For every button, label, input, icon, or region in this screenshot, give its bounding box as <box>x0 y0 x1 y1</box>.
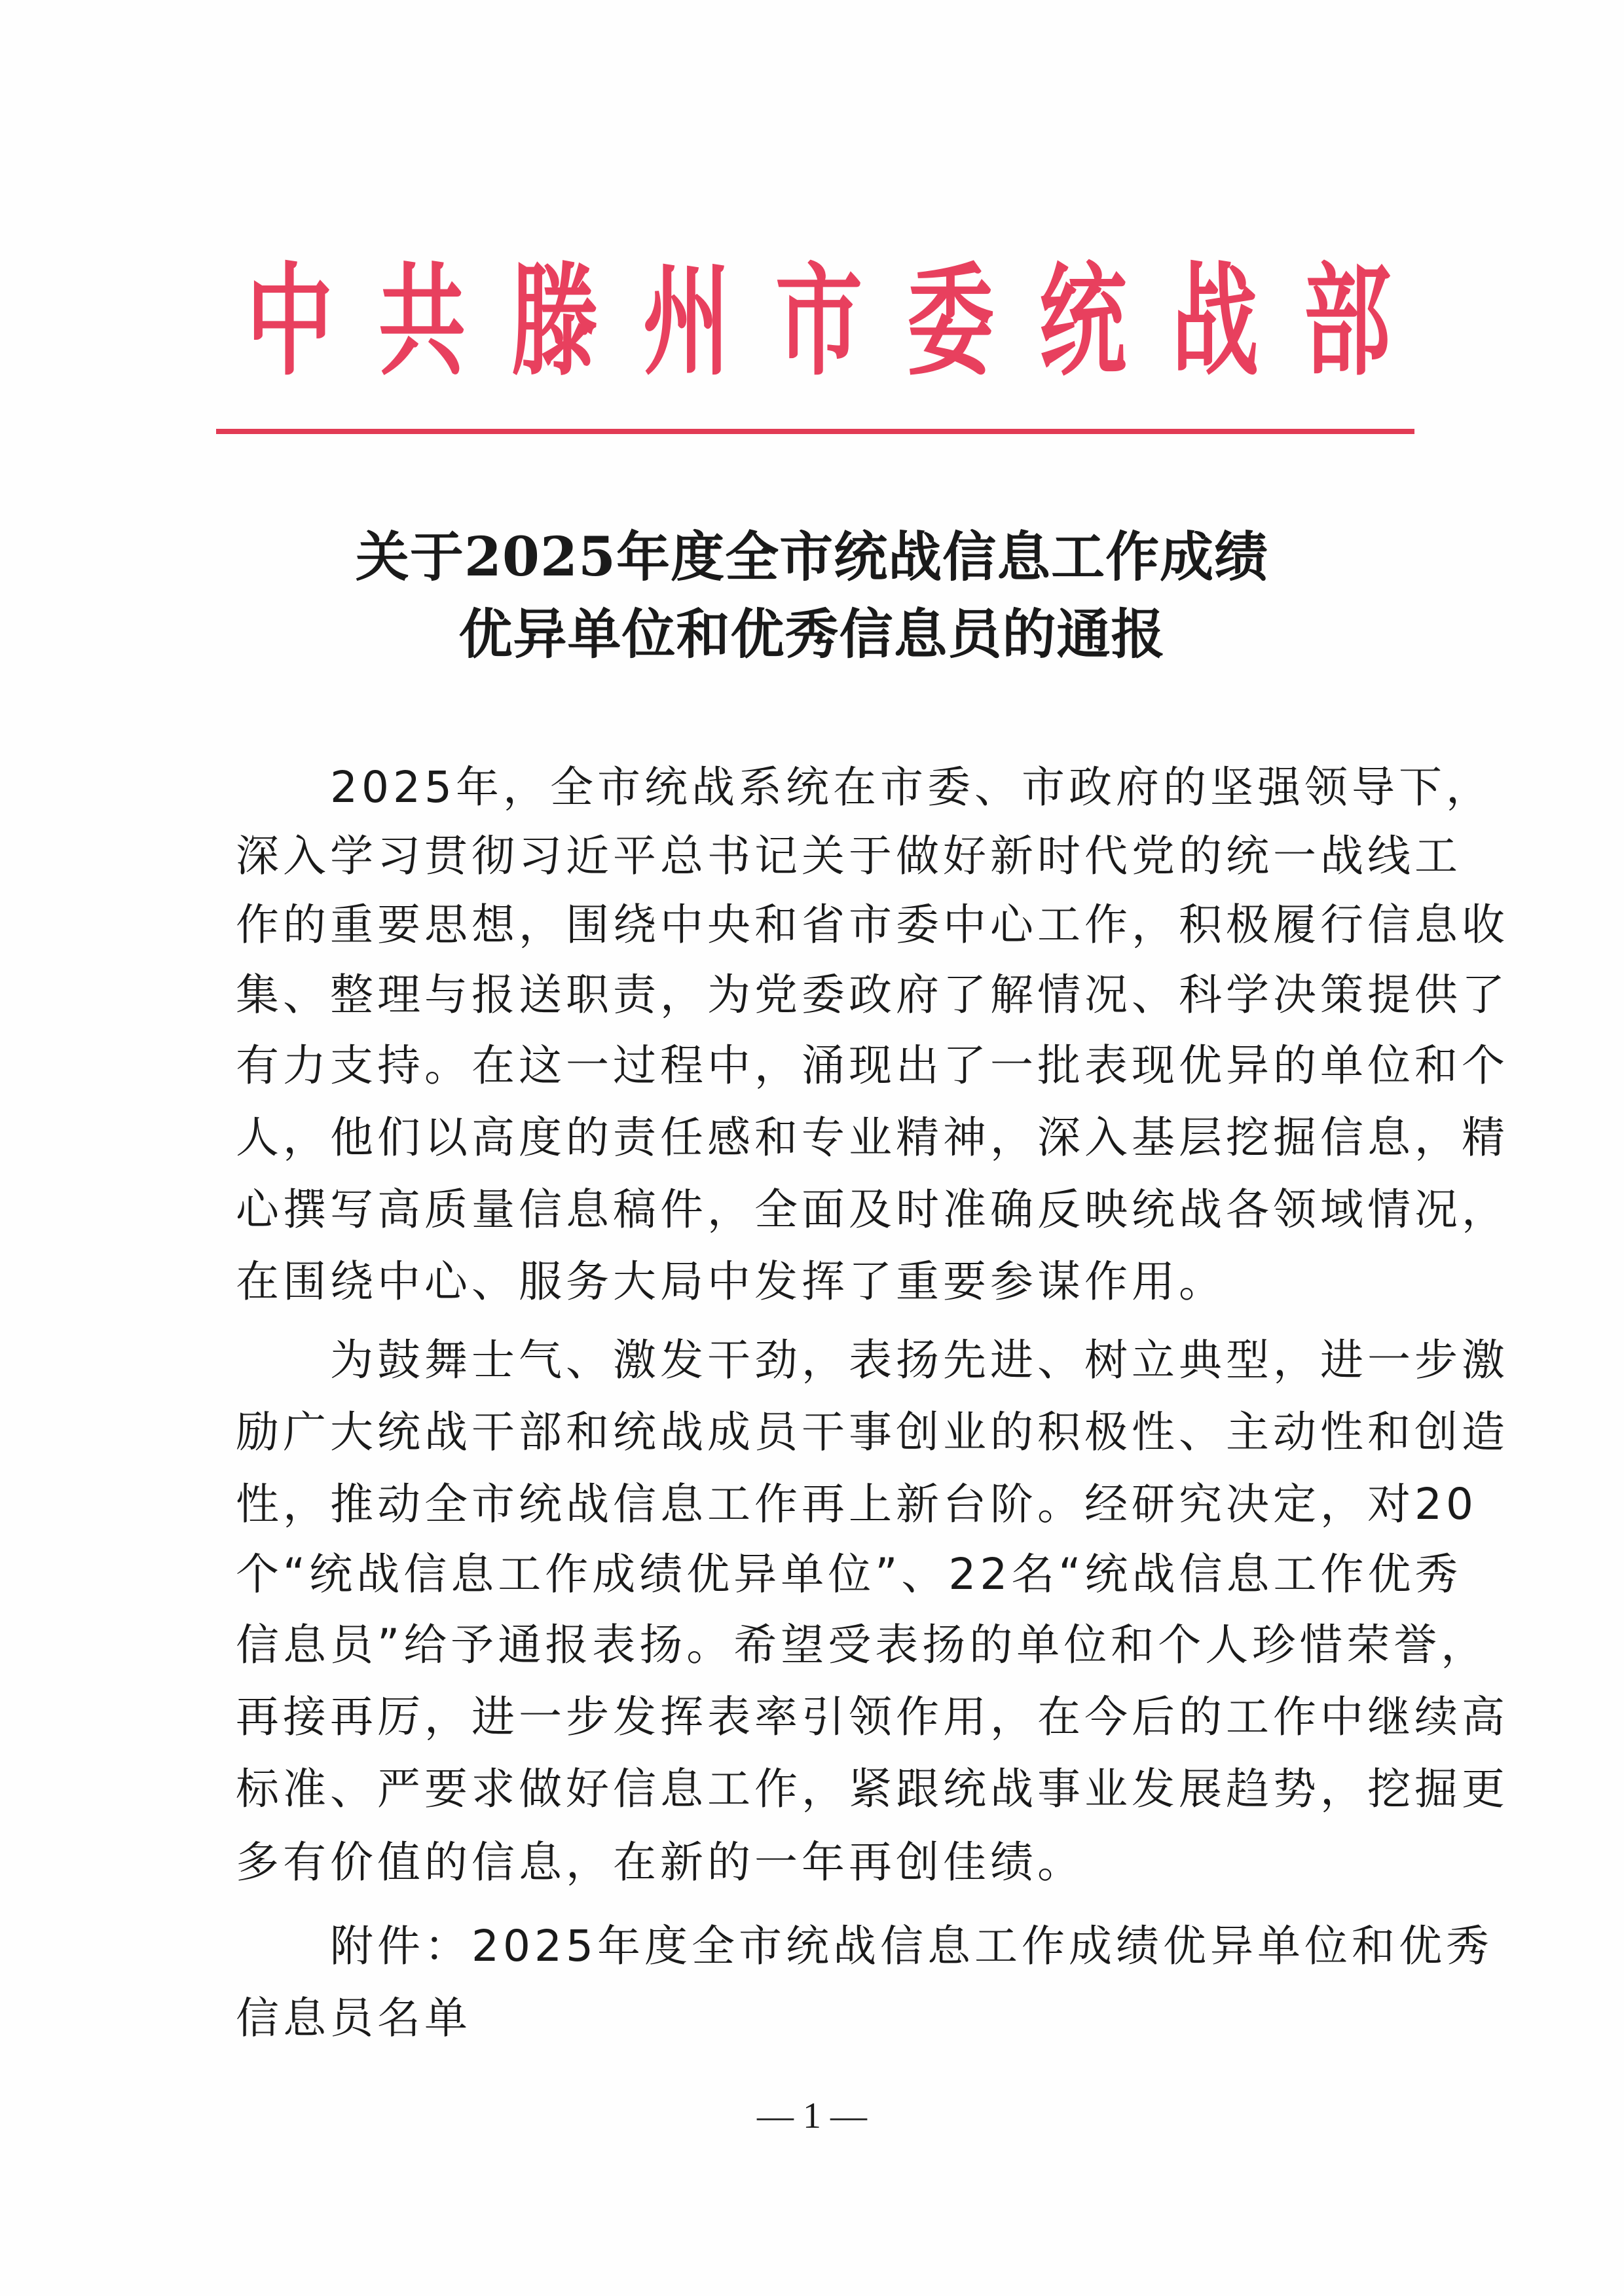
issuer-char: 中 <box>246 249 334 392</box>
body-line: 再接再厉，进一步发挥表率引领作用，在今后的工作中继续高 <box>236 1692 1509 1742</box>
body-line: 人，他们以高度的责任感和专业精神，深入基层挖掘信息，精 <box>236 1112 1509 1163</box>
body-line: 集、整理与报送职责，为党委政府了解情况、科学决策提供了 <box>236 970 1509 1020</box>
body-line: 多有价值的信息，在新的一年再创佳绩。 <box>236 1837 1084 1887</box>
issuer-char: 统 <box>1039 249 1127 392</box>
attachment-line: 附件：2025年度全市统战信息工作成绩优异单位和优秀 <box>236 1921 1493 1971</box>
issuer-masthead <box>229 249 1408 393</box>
body-line: 2025年，全市统战系统在市委、市政府的坚强领导下， <box>236 762 1493 812</box>
document-title-line-2: 优异单位和优秀信息员的通报 <box>458 603 1166 666</box>
body-line: 作的重要思想，围绕中央和省市委中心工作，积极履行信息收 <box>236 900 1509 950</box>
issuer-char: 滕 <box>510 249 598 392</box>
issuer-char: 战 <box>1172 249 1259 392</box>
body-line: 为鼓舞士气、激发干劲，表扬先进、树立典型，进一步激 <box>236 1335 1509 1385</box>
body-line: 信息员”给予通报表扬。希望受表扬的单位和个人珍惜荣誉， <box>236 1620 1488 1670</box>
body-line: 性，推动全市统战信息工作再上新台阶。经研究决定，对20 <box>236 1479 1477 1529</box>
issuer-char: 委 <box>907 249 995 392</box>
body-line: 心撰写高质量信息稿件，全面及时准确反映统战各领域情况， <box>236 1184 1509 1235</box>
document-title-line-1: 关于2025年度全市统战信息工作成绩 <box>355 526 1269 589</box>
red-divider-rule <box>216 429 1414 434</box>
body-line: 标准、严要求做好信息工作，紧跟统战事业发展趋势，挖掘更 <box>236 1764 1509 1814</box>
issuer-char: 部 <box>1303 249 1392 392</box>
issuer-char: 共 <box>378 249 466 392</box>
page-number: — 1 — <box>757 2096 867 2136</box>
body-line: 励广大统战干部和统战成员干事创业的积极性、主动性和创造 <box>236 1407 1509 1457</box>
issuer-char: 市 <box>775 249 862 392</box>
body-line: 在围绕中心、服务大局中发挥了重要参谋作用。 <box>236 1256 1226 1307</box>
issuer-char: 州 <box>642 249 730 392</box>
body-line: 有力支持。在这一过程中，涌现出了一批表现优异的单位和个 <box>236 1040 1509 1091</box>
body-line: 深入学习贯彻习近平总书记关于做好新时代党的统一战线工 <box>236 831 1462 881</box>
body-line: 个“统战信息工作成绩优异单位”、22名“统战信息工作优秀 <box>236 1549 1462 1599</box>
attachment-line: 信息员名单 <box>236 1993 471 2043</box>
